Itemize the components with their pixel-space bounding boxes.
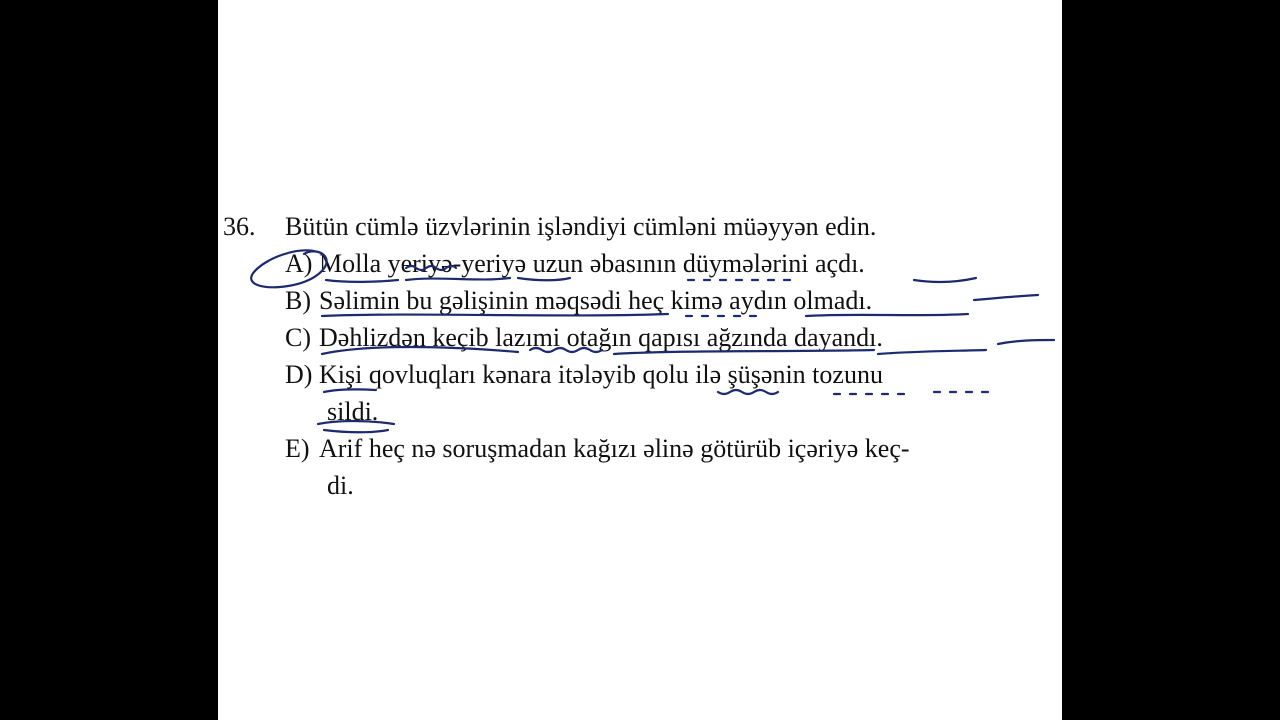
option-text bbox=[319, 319, 1043, 356]
option-continuation: sildi. bbox=[327, 397, 379, 426]
question-header bbox=[223, 208, 1043, 245]
question-36 bbox=[223, 208, 1043, 504]
option-text bbox=[319, 282, 1043, 319]
option-letter: C) bbox=[285, 323, 311, 352]
answer-options bbox=[285, 245, 1043, 504]
question-number: 36. bbox=[223, 212, 256, 241]
option-letter: D) bbox=[285, 360, 313, 389]
option-letter: E) bbox=[285, 434, 310, 463]
option-letter: A) bbox=[285, 249, 313, 278]
option-line: Dəhlizdən keçib lazımi otağın qapısı ağzında dayandı. bbox=[319, 323, 883, 352]
document-page bbox=[218, 0, 1062, 720]
option-text bbox=[319, 430, 1043, 504]
option-text bbox=[319, 356, 1043, 430]
option-continuation: di. bbox=[327, 471, 354, 500]
option-a[interactable] bbox=[285, 245, 1043, 282]
option-line: Səlimin bu gəlişinin məqsədi heç kimə aydın olmadı. bbox=[319, 286, 873, 315]
option-line: Molla yeriyə-yeriyə uzun əbasının düymələrini açdı. bbox=[319, 249, 865, 278]
option-letter: B) bbox=[285, 286, 311, 315]
option-b[interactable] bbox=[285, 282, 1043, 319]
option-line: Arif heç nə soruşmadan kağızı əlinə götürüb içəriyə keç- bbox=[319, 434, 910, 463]
option-d[interactable] bbox=[285, 356, 1043, 430]
option-line: Kişi qovluqları kənara itələyib qolu ilə şüşənin tozunu bbox=[319, 360, 883, 389]
question-text: Bütün cümlə üzvlərinin işləndiyi cümləni müəyyən edin. bbox=[285, 212, 877, 241]
option-e[interactable] bbox=[285, 430, 1043, 504]
option-text bbox=[319, 245, 1043, 282]
option-c[interactable] bbox=[285, 319, 1043, 356]
